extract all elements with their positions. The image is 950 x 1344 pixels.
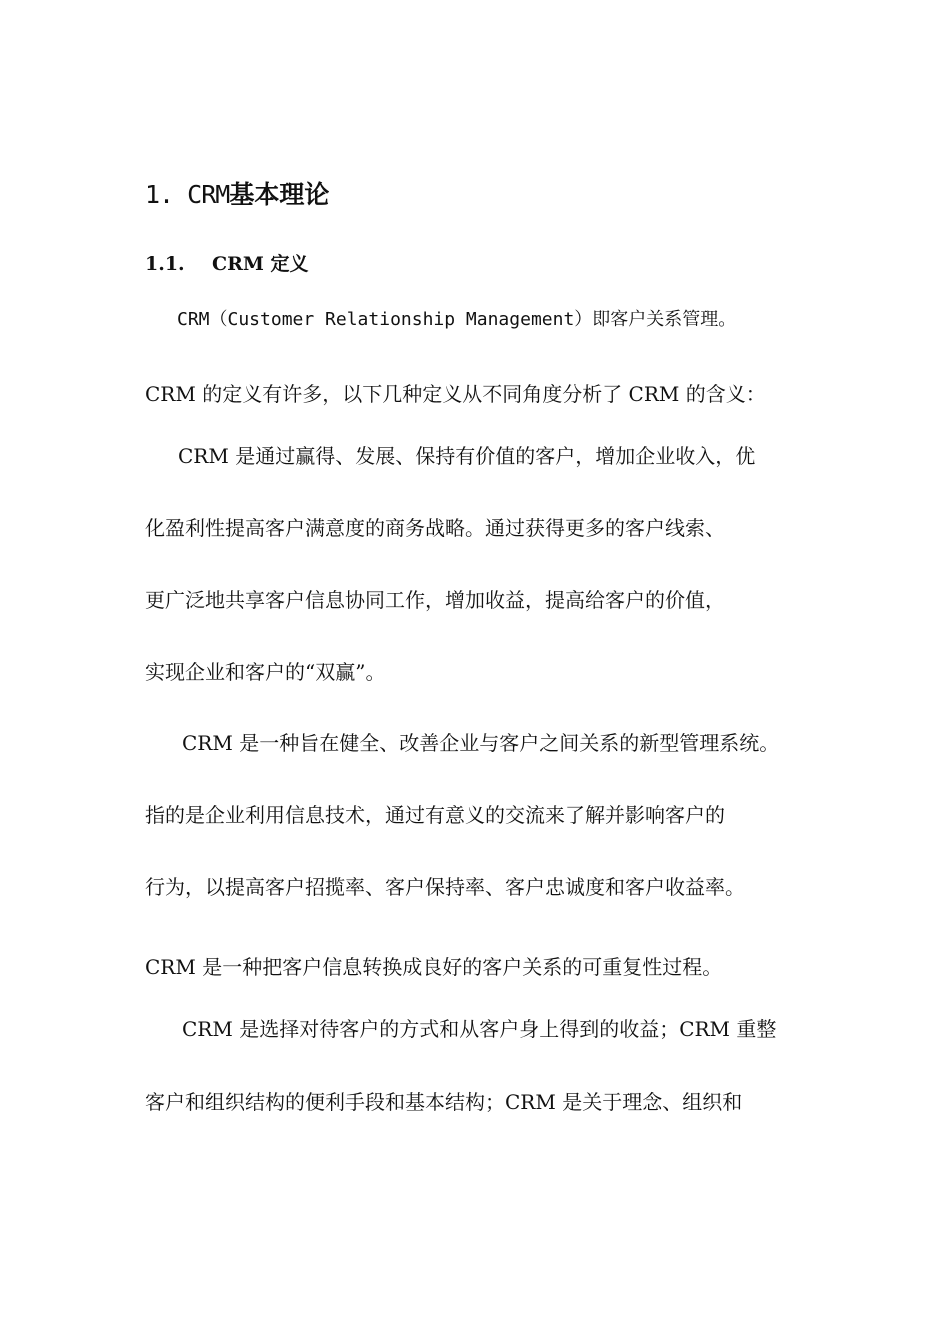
paragraph-line: CRM 是通过赢得、发展、保持有价值的客户，增加企业收入，优 — [178, 444, 756, 468]
paragraph-line: CRM 是一种旨在健全、改善企业与客户之间关系的新型管理系统。 — [182, 731, 780, 755]
section-heading — [145, 178, 329, 212]
paragraph-line: 实现企业和客户的“双赢”。 — [145, 660, 386, 684]
paragraph-line: 化盈利性提高客户满意度的商务战略。通过获得更多的客户线索、 — [145, 516, 725, 540]
subsection-number: 1.1. — [145, 253, 185, 275]
section-number: 1. — [145, 180, 174, 209]
paragraph-line: 指的是企业利用信息技术，通过有意义的交流来了解并影响客户的 — [145, 803, 725, 827]
section-title-cjk: 基本理论 — [229, 180, 330, 209]
section-title-latin: CRM — [173, 180, 230, 209]
paragraph-line: CRM 是选择对待客户的方式和从客户身上得到的收益；CRM 重整 — [182, 1017, 777, 1041]
paragraph-line: 行为，以提高客户招揽率、客户保持率、客户忠诚度和客户收益率。 — [145, 875, 745, 899]
subsection-heading — [145, 251, 309, 277]
paragraph-line: CRM 是一种把客户信息转换成良好的客户关系的可重复性过程。 — [145, 955, 723, 979]
paragraph-line: CRM 的定义有许多，以下几种定义从不同角度分析了 CRM 的含义： — [145, 382, 766, 406]
paragraph-line: 更广泛地共享客户信息协同工作，增加收益，提高给客户的价值， — [145, 588, 725, 612]
paragraph-line: 客户和组织结构的便利手段和基本结构；CRM 是关于理念、组织和 — [145, 1090, 743, 1114]
paragraph-line: CRM（Customer Relationship Management）即客户关系管理。 — [177, 309, 737, 330]
subsection-title: CRM 定义 — [212, 253, 309, 275]
